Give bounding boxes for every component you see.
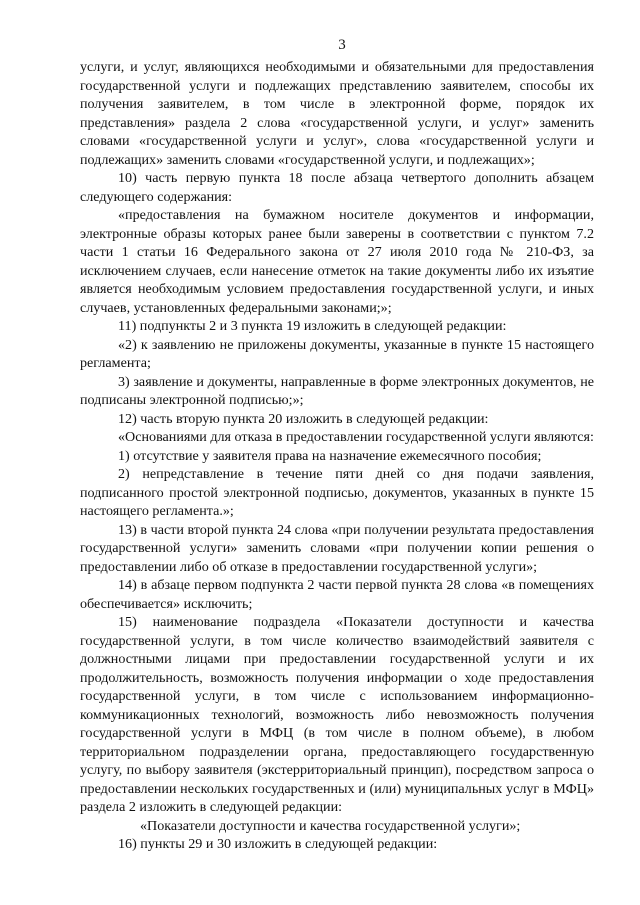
paragraph-item-14: 14) в абзаце первом подпункта 2 части первой пункта 28 слова «в помещениях обеспечивается» исключить; xyxy=(80,577,594,612)
paragraph-item-15: 15) наименование подраздела «Показатели доступности и качества государственной услуги, в том числе количество взаимодействий заявителя с должностными лицами при предоставлении государственной услуги и их продолжительность, возможность получения информации о ходе предоставления государственной услуги, в том числе с использованием информационно-коммуникационных технологий, возможность либо невозможность получения государственной услуги в МФЦ (в том числе в полном объеме), в любом территориальном подразделении органа, предоставляющего государственную услугу, по выбору заявителя (экстерриториальный принцип), посредством запроса о предоставлении нескольких государственных и (или) муниципальных услуг в МФЦ» раздела 2 изложить в следующей редакции: xyxy=(80,614,594,815)
paragraph-continuation: услуги, и услуг, являющихся необходимыми и обязательными для предоставления государственной услуги и подлежащих представлению заявителем, способы их получения заявителем, в том числе в электронной форме, порядок их представления» раздела 2 слова «государственной услуги, и услуг» заменить словами «государственной услуги и услуг», слова «государственной услуги и подлежащих» заменить словами «государственной услуги, и подлежащих»; xyxy=(80,59,594,168)
paragraph-subitem-2: «2) к заявлению не приложены документы, указанные в пункте 15 настоящего регламента; xyxy=(80,336,594,371)
paragraph-new-title: «Показатели доступности и качества государственной услуги»; xyxy=(140,817,521,834)
paragraph-grounds-refusal: «Основаниями для отказа в предоставлении государственной услуги являются: xyxy=(118,429,594,445)
paragraph-quote-item-10: «предоставления на бумажном носителе документов и информации, электронные образы которых ранее были заверены в соответствии с пунктом 7.2 части 1 статьи 16 Федерального закона от 27 июля 2010 года № 210-ФЗ, за исключением случаев, если нанесение отметок на такие документы либо их изъятие является необходимым условием предоставления государственной услуги, и иных случаев, установленных федеральными законами;»; xyxy=(80,207,594,316)
document-body xyxy=(80,58,594,854)
paragraph-item-12: 12) часть вторую пункта 20 изложить в следующей редакции: xyxy=(118,410,489,427)
page-number: 3 xyxy=(338,37,346,53)
paragraph-item-11: 11) подпункты 2 и 3 пункта 19 изложить в следующей редакции: xyxy=(118,318,507,334)
paragraph-subitem-3: 3) заявление и документы, направленные в форме электронных документов, не подписаны электронной подписью;»; xyxy=(80,373,594,408)
paragraph-ground-2: 2) непредставление в течение пяти дней со дня подачи заявления, подписанного простой электронной подписью, документов, указанных в пункте 15 настоящего регламента.»; xyxy=(80,466,594,519)
paragraph-item-16: 16) пункты 29 и 30 изложить в следующей редакции: xyxy=(118,836,438,852)
paragraph-ground-1: 1) отсутствие у заявителя права на назначение ежемесячного пособия; xyxy=(118,447,542,464)
paragraph-item-13: 13) в части второй пункта 24 слова «при получении результата предоставления государственной услуги» заменить словами «при получении копии решения о предоставлении либо об отказе в предоставлении государственной услуги»; xyxy=(80,521,594,575)
paragraph-item-10: 10) часть первую пункта 18 после абзаца четвертого дополнить абзацем следующего содержания: xyxy=(80,170,594,205)
